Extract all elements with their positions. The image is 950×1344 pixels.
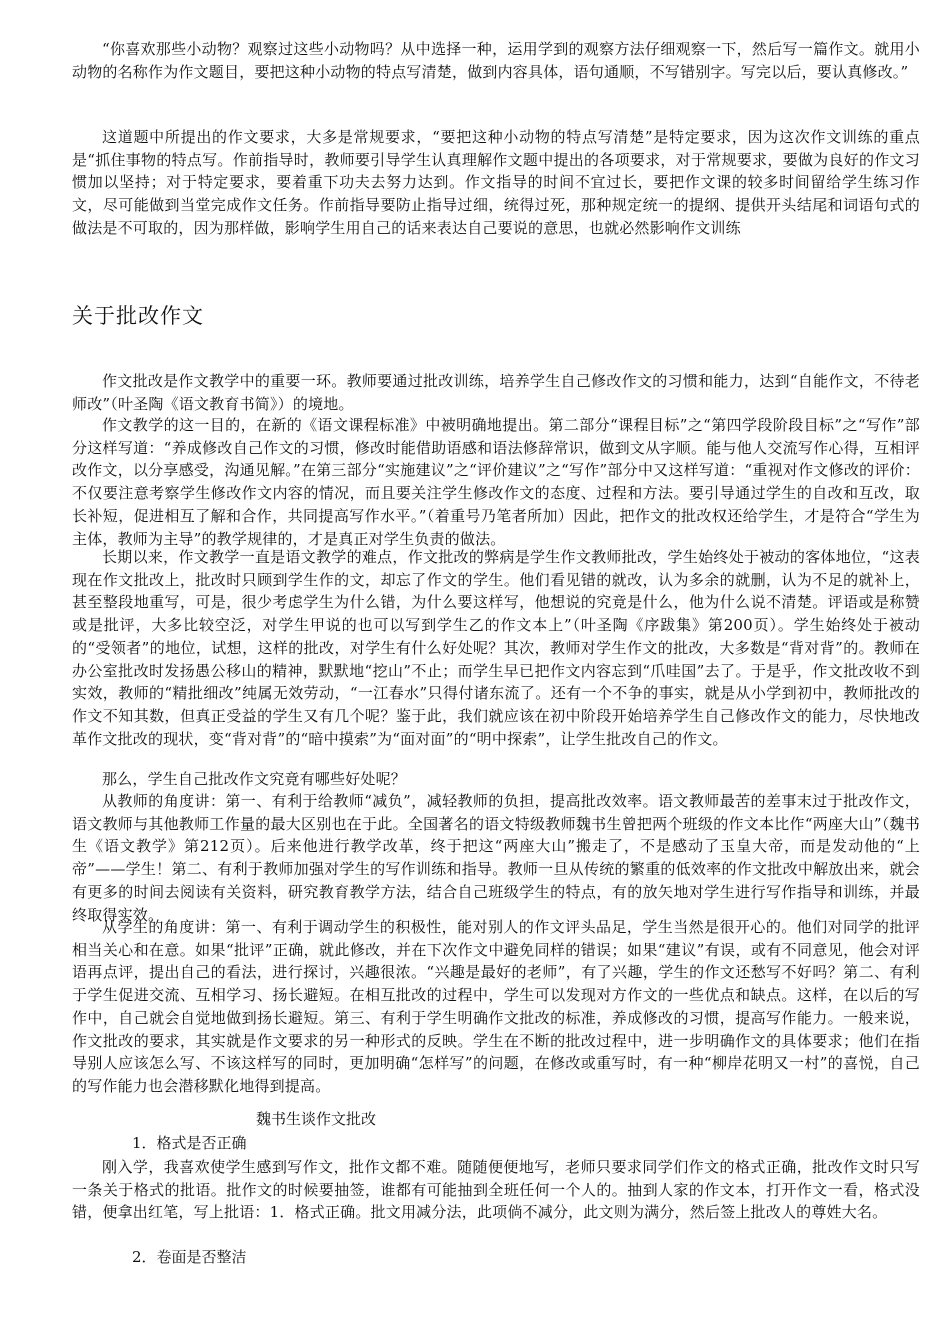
intro-analysis-paragraph: 这道题中所提出的作文要求，大多是常规要求，“要把这种小动物的特点写清楚”是特定要求，因为这次作文训练的重点是“抓住事物的特点写。作前指导时，教师要引导学生认真理解作文题中提出的各项要求，对于常规要求，要做为良好的作文习惯加以坚持；对于特定要求，要着重下功夫去努力达到。作文指导的时间不宜过长，要把作文课的较多时间留给学生练习作文，尽可能做到当堂完成作文任务。作前指导要防止指导过细，统得过死，那种规定统一的提纲、提供开头结尾和词语句式的做法是不可取的，因为那样做，影响学生用自己的话来表达自己要说的意思，也就必然影响作文训练: [72, 128, 920, 237]
intro-quote-paragraph: “你喜欢那些小动物？观察过这些小动物吗？从中选择一种，运用学到的观察方法仔细观察一下，然后写一篇作文。就用小动物的名称作为作文题目，要把这种小动物的特点写清楚，做到内容具体，语句通顺，不写错别字。写完以后，要认真修改。”: [72, 40, 920, 81]
section-paragraph-5: 从教师的角度讲：第一、有利于给教师“减负”，减轻教师的负担，提高批改效率。语文教师最苦的差事末过于批改作文，语文教师与其他教师工作量的最大区别也在于此。全国著名的语文特级教师魏书生曾把两个班级的作文本比作“两座大山”（魏书生《语文教学》第212页）。后来他进行教学改革，终于把这“两座大山”搬走了，不是感动了玉皇大帝，而是发动他的“上帝”——学生！第二、有利于教师加强对学生的写作训练和指导。教师一旦从传统的繁重的低效率的作文批改中解放出来，就会有更多的时间去阅读有关资料，研究教育教学方法，结合自己班级学生的特点，有的放矢地对学生进行写作指导和训练，并最终取得实效。: [72, 792, 920, 924]
section-paragraph-4: 那么，学生自己批改作文究竟有哪些好处呢？: [102, 770, 407, 788]
section-paragraph-3: 长期以来，作文教学一直是语文教学的难点，作文批改的弊病是学生作文教师批改，学生始终处于被动的客体地位，“这表现在作文批改上，批改时只顾到学生作的文，却忘了作文的学生。他们看见错的就改，认为多余的就删，认为不足的就补上，甚至整段地重写，可是，很少考虑学生为什么错，为什么要这样写，他想说的究竟是什么，他为什么说不清楚。评语或是称赞或是批评，大多比较空泛，对学生甲说的也可以写到学生乙的作文本上”（叶圣陶《序跋集》第200页）。学生始终处于被动的“受领者”的地位，试想，这样的批改，对学生有什么好处呢？其次，教师对学生作文的批改，大多数是“背对背”的。教师在办公室批改时发扬愚公移山的精神，默默地“挖山”不止；而学生早已把作文内容忘到“爪哇国”去了。于是乎，作文批改收不到实效，教师的“精批细改”纯属无效劳动，“一江春水”只得付诸东流了。还有一个不争的事实，就是从小学到初中，教师批改的作文不知其数，但真正受益的学生又有几个呢？鉴于此，我们就应该在初中阶段开始培养学生自己修改作文的能力，尽快地改革作文批改的现状，变“背对背”的“暗中摸索”为“面对面”的“明中探索”，让学生批改自己的作文。: [72, 548, 920, 748]
section-heading: 关于批改作文: [72, 304, 204, 328]
section-paragraph-6: 从学生的角度讲：第一、有利于调动学生的积极性，能对别人的作文评头品足，学生当然是很开心的。他们对同学的批评相当关心和在意。如果“批评”正确，就此修改，并在下次作文中避免同样的错误；如果“建议”有误，或有不同意见，他会对评语再点评，提出自己的看法，进行探讨，兴趣很浓。“兴趣是最好的老师”，有了兴趣，学生的作文还愁写不好吗？第二、有利于学生促进交流、互相学习、扬长避短。在相互批改的过程中，学生可以发现对方作文的一些优点和缺点。这样，在以后的写作中，自己就会自觉地做到扬长避短。第三、有利于学生明确作文批改的标准，养成修改的习惯，提高写作能力。一般来说，作文批改的要求，其实就是作文要求的另一种形式的反映。学生在不断的批改过程中，进一步明确作文的具体要求；他们在指导别人应该怎么写、不该这样写的同时，更加明确“怎样写”的问题，在修改或重写时，有一种“柳岸花明又一村”的喜悦，自己的写作能力也会潜移默化地得到提高。: [72, 918, 920, 1095]
wei-item-1-heading: 1．格式是否正确: [132, 1134, 247, 1152]
section-paragraph-2: 作文教学的这一目的，在新的《语文课程标准》中被明确地提出。第二部分“课程目标”之“第四学段阶段目标”之“写作”部分这样写道：“养成修改自己作文的习惯，修改时能借助语感和语法修辞常识，做到文从字顺。能与他人交流写作心得，互相评改作文，以分享感受，沟通见解。”在第三部分“实施建议”之“评价建议”之“写作”部分中又这样写道：“重视对作文修改的评价：不仅要注意考察学生修改作文内容的情况，而且要关注学生修改作文的态度、过程和方法。要引导通过学生的自改和互改，取长补短，促进相互了解和合作，共同提高写作水平。”（着重号乃笔者所加）因此，把作文的批改权还给学生，才是符合“学生为主体，教师为主导”的教学规律的，才是真正对学生负责的做法。: [72, 416, 920, 548]
section-paragraph-1: 作文批改是作文教学中的重要一环。教师要通过批改训练，培养学生自己修改作文的习惯和能力，达到“自能作文，不待老师改”（叶圣陶《语文教育书简》）的境地。: [72, 372, 920, 413]
wei-section-title: 魏书生谈作文批改: [256, 1110, 377, 1128]
wei-item-2-heading: 2．卷面是否整洁: [132, 1248, 247, 1266]
wei-item-1-paragraph: 刚入学，我喜欢使学生感到写作文，批作文都不难。随随便便地写，老师只要求同学们作文的格式正确，批改作文时只写一条关于格式的批语。批作文的时候要抽签，谁都有可能抽到全班任何一个人的。抽到人家的作文本，打开作文一看，格式没错，便拿出红笔，写上批语：1．格式正确。批文用减分法，此项倘不减分，此文则为满分，然后签上批改人的尊姓大名。: [72, 1158, 920, 1222]
